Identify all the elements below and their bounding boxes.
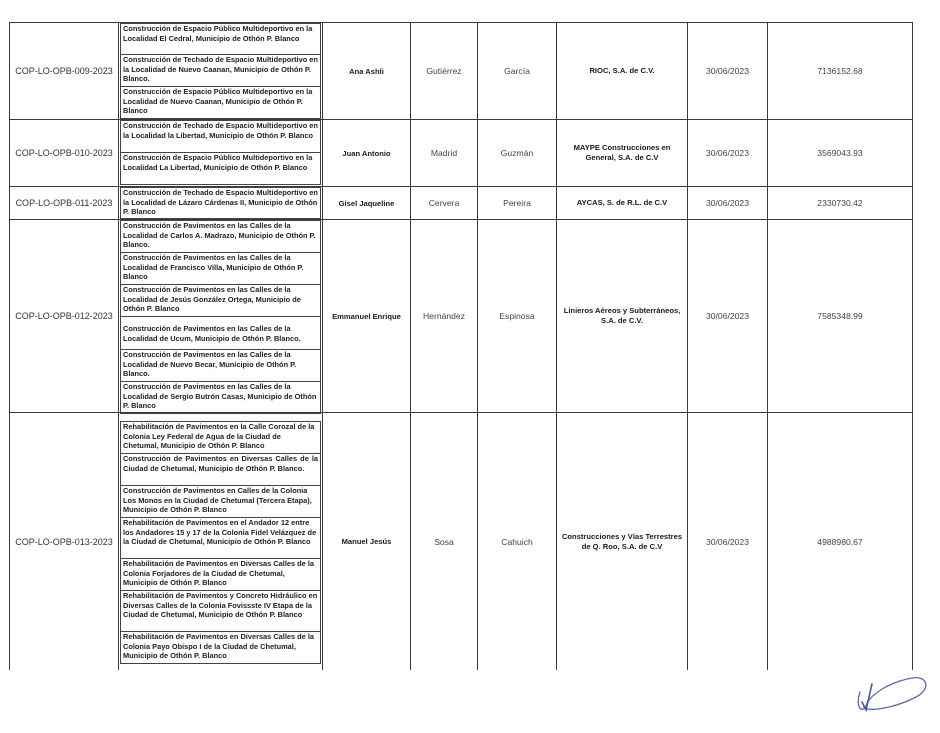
work-description: Rehabilitación de Pavimentos y Concreto Hidráulico en Diversas Calles de la Colonia Fovissste IV Etapa de la Ciudad de Chetumal, Municipio de Othón P. Blanco xyxy=(121,590,320,631)
company-name: RIOC, S.A. de C.V. xyxy=(556,23,687,119)
contractor-first-name: Gisel Jaqueline xyxy=(322,187,410,219)
contractor-second-surname: Cahuich xyxy=(477,413,556,670)
contract-code: COP-LO-OPB-013-2023 xyxy=(9,413,118,670)
contractor-first-surname: Cervera xyxy=(410,187,477,219)
work-description: Construcción de Pavimentos en las Calles de la Localidad de Sergio Butrón Casas, Municipio de Othón P. Blanco xyxy=(121,381,320,413)
work-descriptions xyxy=(118,220,322,412)
contractor-first-name: Manuel Jesús xyxy=(322,413,410,670)
contract-date: 30/06/2023 xyxy=(687,23,767,119)
contractor-first-surname: Hernández xyxy=(410,220,477,412)
contract-code: COP-LO-OPB-011-2023 xyxy=(9,187,118,219)
work-description: Construcción de Espacio Público Multideportivo en la Localidad La Libertad, Municipio de Othón P. Blanco xyxy=(121,152,320,184)
table-row xyxy=(9,219,913,412)
contractor-first-surname: Gutiérrez xyxy=(410,23,477,119)
contractor-second-surname: García xyxy=(477,23,556,119)
work-description: Construcción de Pavimentos en Calles de la Colonia Los Monos en la Ciudad de Chetumal (Tercera Etapa), Municipio de Othón P. Blanco xyxy=(121,485,320,517)
work-description: Construcción de Pavimentos en las Calles de la Localidad de Ucum, Municipio de Othón P. Blanco. xyxy=(121,316,320,349)
contractor-second-surname: Espinosa xyxy=(477,220,556,412)
work-description: Construcción de Pavimentos en Diversas Calles de la Ciudad de Chetumal, Municipio de Othón P. Blanco. xyxy=(121,453,320,485)
table-row xyxy=(9,412,913,670)
contractor-first-surname: Sosa xyxy=(410,413,477,670)
work-description: Construcción de Pavimentos en las Calles de la Localidad de Nuevo Becar, Municipio de Othón P. Blanco. xyxy=(121,349,320,381)
work-description: Construcción de Pavimentos en las Calles de la Localidad de Francisco Villa, Municipio de Othón P. Blanco xyxy=(121,252,320,284)
work-description: Construcción de Pavimentos en las Calles de la Localidad de Carlos A. Madrazo, Municipio de Othón P. Blanco. xyxy=(123,221,316,250)
work-description: Rehabilitación de Pavimentos en la Calle Corozal de la Colonia Ley Federal de Agua de la Ciudad de Chetumal, Municipio de Othón P. Blanco xyxy=(123,422,315,451)
company-name: Construcciones y Vías Terrestres de Q. Roo, S.A. de C.V xyxy=(556,413,687,670)
contractor-first-surname: Madrid xyxy=(410,120,477,186)
contract-date: 30/06/2023 xyxy=(687,413,767,670)
work-description: Construcción de Espacio Público Multideportivo en la Localidad El Cedral, Municipio de Othón P. Blanco xyxy=(123,24,313,43)
work-description: Construcción de Espacio Público Multideportivo en la Localidad de Nuevo Caanan, Municipio de Othón P. Blanco xyxy=(121,86,320,118)
contractor-first-name: Emmanuel Enrique xyxy=(322,220,410,412)
work-description: Rehabilitación de Pavimentos en el Andador 12 entre los Andadores 15 y 17 de la Colonia Fidel Velázquez de la Ciudad de Chetumal, Municipio de Othón P. Blanco xyxy=(121,517,320,558)
work-descriptions xyxy=(118,413,322,670)
contractor-second-surname: Guzmán xyxy=(477,120,556,186)
handwritten-signature xyxy=(850,662,930,722)
table-row xyxy=(9,119,913,186)
contract-code: COP-LO-OPB-009-2023 xyxy=(9,23,118,119)
contract-amount: 7136152.68 xyxy=(767,23,913,119)
company-name: MAYPE Construcciones en General, S.A. de C.V xyxy=(556,120,687,186)
contractor-second-surname: Pereira xyxy=(477,187,556,219)
contractor-first-name: Ana Ashli xyxy=(322,23,410,119)
contract-amount: 7585348.99 xyxy=(767,220,913,412)
work-description: Construcción de Techado de Espacio Multideportivo en la Localidad de Nuevo Caanan, Municipio de Othón P. Blanco. xyxy=(121,54,320,86)
contracts-table xyxy=(9,22,913,670)
contract-date: 30/06/2023 xyxy=(687,220,767,412)
contract-amount: 4988980.67 xyxy=(767,413,913,670)
contract-date: 30/06/2023 xyxy=(687,120,767,186)
contractor-first-name: Juan Antonio xyxy=(322,120,410,186)
work-description: Rehabilitación de Pavimentos en Diversas Calles de la Colonia Forjadores de la Ciudad de Chetumal, Municipio de Othón P. Blanco xyxy=(121,558,320,590)
contract-code: COP-LO-OPB-012-2023 xyxy=(9,220,118,412)
work-descriptions xyxy=(118,120,322,186)
table-row xyxy=(9,186,913,219)
contract-code: COP-LO-OPB-010-2023 xyxy=(9,120,118,186)
company-name: AYCAS, S. de R.L. de C.V xyxy=(556,187,687,219)
work-description: Rehabilitación de Pavimentos en Diversas Calles de la Colonia Payo Obispo I de la Ciudad de Chetumal, Municipio de Othón P. Blanco xyxy=(121,631,320,663)
company-name: Linieros Aéreos y Subterráneos, S.A. de C.V. xyxy=(556,220,687,412)
work-description: Construcción de Pavimentos en las Calles de la Localidad de Jesús González Ortega, Municipio de Othón P. Blanco xyxy=(121,284,320,316)
contract-amount: 2330730.42 xyxy=(767,187,913,219)
contract-date: 30/06/2023 xyxy=(687,187,767,219)
work-descriptions xyxy=(118,23,322,119)
table-row xyxy=(9,22,913,119)
contract-amount: 3569043.93 xyxy=(767,120,913,186)
work-description: Construcción de Techado de Espacio Multideportivo en la Localidad de Lázaro Cárdenas II, Municipio de Othón P. Blanco xyxy=(123,188,318,217)
work-description: Construcción de Techado de Espacio Multideportivo en la Localidad la Libertad, Municipio de Othón P. Blanco xyxy=(123,121,318,140)
work-descriptions xyxy=(118,187,322,219)
